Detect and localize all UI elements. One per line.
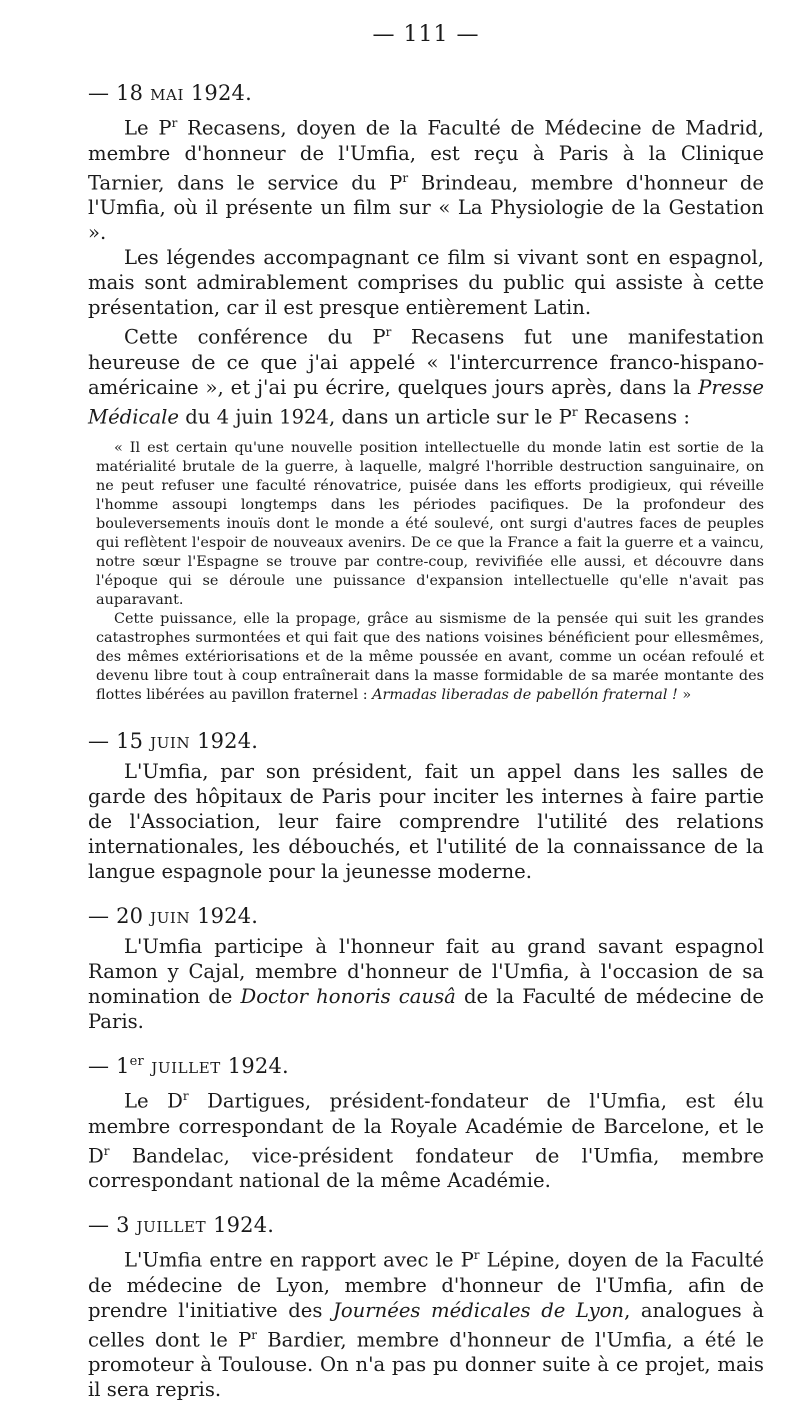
page-number: — 111 — [372,22,480,47]
paragraph: Cette conférence du $P^r$ Recasens fut une manifestation heureuse de ce que j'ai appelé « l'intercurrence franco-hispano-américaine », et j'ai pu écrire, quelques jours après, dans la Presse Médicale du 4 juin 1924, dans un article sur le $P^r$ Recasens : [88,325,764,429]
paragraph: Le $D^r$ Dartigues, président-fondateur de l'Umfia, est élu membre correspondant de la Royale Académie de Barcelone, et le $D^r$ Bandelac, vice-président fondateur de l'Umfia, membre correspondant national de la même Académie. [88,1089,765,1193]
entry-15-juin-1924 [88,729,764,884]
entry-1er-juillet-1924 [88,1054,764,1193]
entry-date: — 20 juin 1924. [88,904,259,929]
entry-date: — 3 juillet 1924. [88,1213,275,1238]
paragraph: L'Umfia entre en rapport avec le $P^r$ Lépine, doyen de la Faculté de médecine de Lyon, membre d'honneur de l'Umfia, afin de prendre l'initiative des Journées médicales de Lyon, analogues à celles dont le $P^r$ Bardier, membre d'honneur de l'Umfia, a été le promoteur à Toulouse. On n'a pas pu donner suite à ce projet, mais il sera repris. [88,1248,764,1402]
paragraph: Les légendes accompagnant ce film si vivant sont en espagnol, mais sont admirablement comprises du public qui assiste à cette présentation, car il est presque entièrement Latin. [88,246,764,320]
document-page [88,22,764,1402]
entry-3-juillet-1924 [88,1213,764,1402]
quote-paragraph: « Il est certain qu'une nouvelle position intellectuelle du monde latin est sortie de la matérialité brutale de la guerre, à laquelle, malgré l'horrible destruction sanguinaire, on ne peut refuser une faculté rénovatrice, puisée dans les efforts prodigieux, qui réveille l'homme assoupi longtemps dans les périodes pacifiques. De la profondeur des bouleversements inouïs dont le monde a été soulevé, ont surgi d'autres faces de peuples qui reflètent l'espoir de nouveaux avenirs. De ce que la France a fait la guerre et a vaincu, notre sœur l'Espagne se trouve par contre-coup, revivifiée elle aussi, et découvre dans l'époque qui se déroule une puissance d'expansion intellectuelle qu'elle n'avait pas auparavant. [96,440,764,609]
entry-date: — 18 mai 1924. [88,81,252,105]
entry-date: — 1er juillet 1924. [88,1054,289,1079]
entry-18-mai-1924 [88,81,764,705]
block-quote [96,439,764,705]
entry-20-juin-1924 [88,904,764,1034]
entry-date: — 15 juin 1924. [88,729,259,754]
quote-paragraph: Cette puissance, elle la propage, grâce au sismisme de la pensée qui suit les grandes catastrophes surmontées et qui fait que des nations voisines bénéficient pour ellesmêmes, des mêmes extériorisations et de la même poussée en avant, comme un océan refoulé et devenu libre tout à coup entraînerait dans la masse formidable de sa marée montante des flottes libérées au pavillon fraternel : Armadas liberadas de pabellón fraternal ! » [96,611,764,704]
paragraph: L'Umfia, par son président, fait un appel dans les salles de garde des hôpitaux de Paris pour inciter les internes à faire partie de l'Association, leur faire comprendre l'utilité des relations internationales, les débouchés, et l'utilité de la connaissance de la langue espagnole pour la jeunesse moderne. [88,760,764,884]
paragraph: L'Umfia participe à l'honneur fait au grand savant espagnol Ramon y Cajal, membre d'honneur de l'Umfia, à l'occasion de sa nomination de Doctor honoris causâ de la Faculté de médecine de Paris. [88,935,764,1034]
paragraph: Le $P^r$ Recasens, doyen de la Faculté de Médecine de Madrid, membre d'honneur de l'Umfia, est reçu à Paris à la Clinique Tarnier, dans le service du $P^r$ Brindeau, membre d'honneur de l'Umfia, où il présente un film sur « La Physiologie de la Gestation ». [88,116,764,245]
